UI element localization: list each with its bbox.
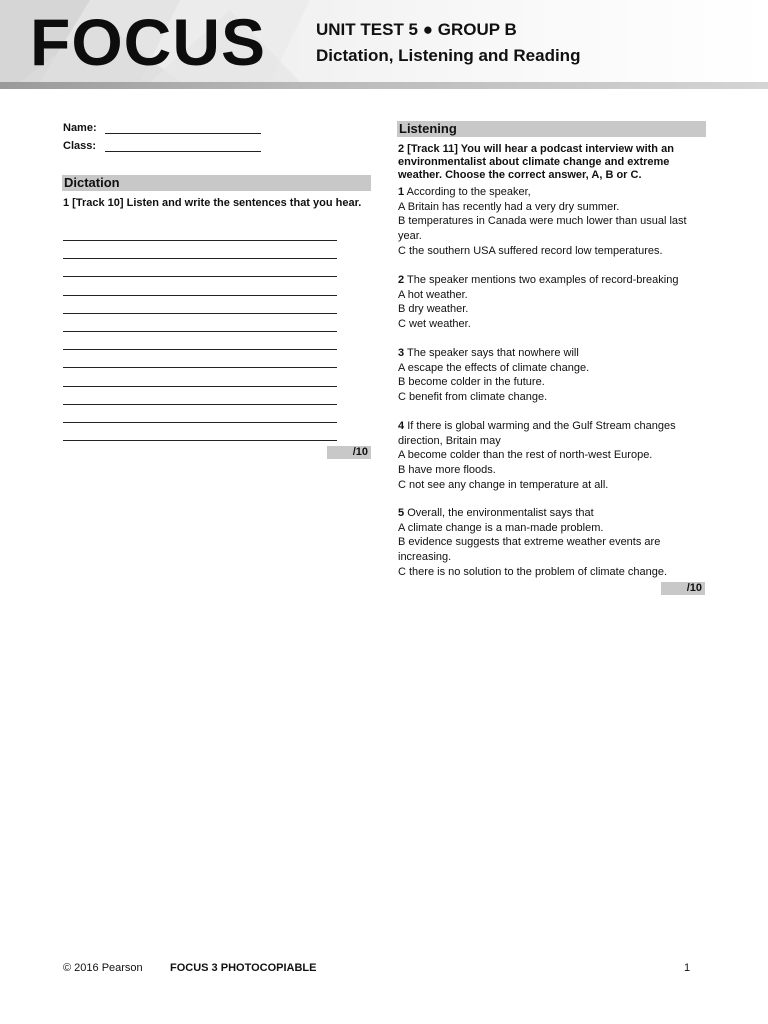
dictation-line[interactable] <box>63 313 337 314</box>
class-field[interactable] <box>105 151 261 152</box>
unit-title: UNIT TEST 5 ● GROUP B <box>316 20 517 39</box>
question-5 <box>398 506 708 580</box>
dictation-line[interactable] <box>63 258 337 259</box>
dictation-line[interactable] <box>63 422 337 423</box>
page-header <box>0 0 768 82</box>
option-c[interactable]: C there is no solution to the problem of climate change. <box>398 565 668 578</box>
listening-heading: Listening <box>397 121 706 137</box>
dictation-line[interactable] <box>63 276 337 277</box>
option-b[interactable]: B dry weather. <box>398 303 469 316</box>
dictation-line[interactable] <box>63 440 337 441</box>
dictation-line[interactable] <box>63 295 337 296</box>
question-stem: 1 According to the speaker, <box>398 186 531 198</box>
header-divider <box>0 82 768 89</box>
question-2 <box>398 273 708 332</box>
option-b[interactable]: B have more floods. <box>398 464 496 477</box>
question-3 <box>398 346 708 405</box>
option-a[interactable]: A become colder than the rest of north-west Europe. <box>398 449 653 462</box>
dictation-line[interactable] <box>63 404 337 405</box>
footer-copyright: © 2016 Pearson <box>63 962 143 974</box>
option-c[interactable]: C not see any change in temperature at all. <box>398 478 609 491</box>
focus-logo: FOCUS <box>30 5 266 79</box>
dictation-line[interactable] <box>63 367 337 368</box>
dictation-instruction: 1 [Track 10] Listen and write the sentences that you hear. <box>63 197 362 209</box>
dictation-line[interactable] <box>63 331 337 332</box>
option-b[interactable]: B evidence suggests that extreme weather events are increasing. <box>398 536 661 564</box>
question-stem: 4 If there is global warming and the Gulf Stream changes direction, Britain may <box>398 420 676 447</box>
question-stem: 5 Overall, the environmentalist says that <box>398 507 594 519</box>
option-a[interactable]: A Britain has recently had a very dry summer. <box>398 200 620 213</box>
dictation-line[interactable] <box>63 240 337 241</box>
page-subtitle: Dictation, Listening and Reading <box>316 46 581 65</box>
option-c[interactable]: C wet weather. <box>398 318 471 331</box>
question-1 <box>398 185 708 259</box>
dictation-score: /10 <box>327 446 371 459</box>
question-stem: 2 The speaker mentions two examples of record-breaking <box>398 274 679 286</box>
name-label: Name: <box>63 122 97 134</box>
class-label: Class: <box>63 140 97 152</box>
dictation-line[interactable] <box>63 349 337 350</box>
option-a[interactable]: A escape the effects of climate change. <box>398 361 590 374</box>
option-a[interactable]: A climate change is a man-made problem. <box>398 521 604 534</box>
option-c[interactable]: C benefit from climate change. <box>398 391 548 404</box>
question-stem: 3 The speaker says that nowhere will <box>398 347 579 359</box>
name-field[interactable] <box>105 133 261 134</box>
dictation-line[interactable] <box>63 386 337 387</box>
option-c[interactable]: C the southern USA suffered record low temperatures. <box>398 244 663 257</box>
option-b[interactable]: B temperatures in Canada were much lower than usual last year. <box>398 215 687 243</box>
option-b[interactable]: B become colder in the future. <box>398 376 545 389</box>
page-number: 1 <box>684 962 691 974</box>
listening-score: /10 <box>661 582 705 595</box>
listening-instruction: 2 [Track 11] You will hear a podcast interview with an environmentalist about climate change and extreme weather. Choose the correct answer, A, B or C. <box>398 143 674 181</box>
dictation-heading: Dictation <box>62 175 371 191</box>
option-a[interactable]: A hot weather. <box>398 288 468 301</box>
footer-product: FOCUS 3 PHOTOCOPIABLE <box>170 962 317 974</box>
question-4 <box>398 419 708 493</box>
